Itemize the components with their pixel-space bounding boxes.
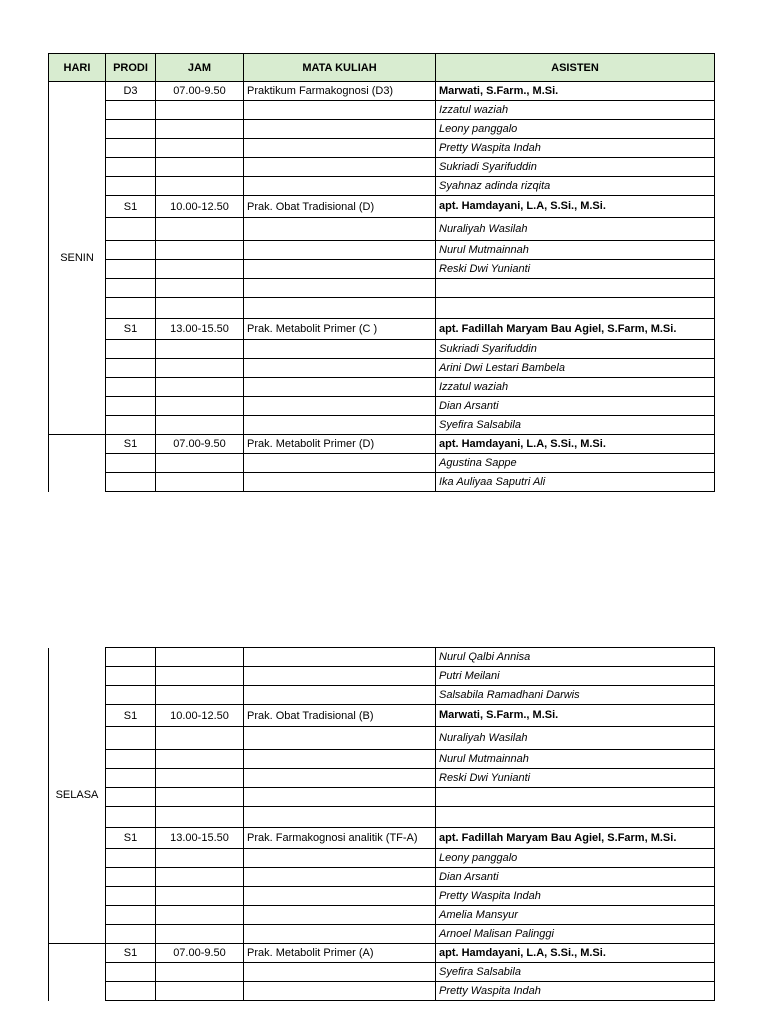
asisten-cell: Nurul Mutmainnah <box>436 241 715 260</box>
prodi-cell: S1 <box>106 435 156 454</box>
table-row <box>49 705 715 727</box>
header-prodi: PRODI <box>106 54 156 82</box>
jam-cell: 07.00-9.50 <box>156 435 244 454</box>
day-cell-selasa: SELASA <box>49 648 106 944</box>
lead-asisten-cell: Marwati, S.Farm., M.Si. <box>436 705 715 727</box>
table-row <box>49 849 715 868</box>
table-row <box>49 828 715 849</box>
asisten-cell: Dian Arsanti <box>436 868 715 887</box>
asisten-cell: Agustina Sappe <box>436 454 715 473</box>
table-row <box>49 359 715 378</box>
prodi-cell: S1 <box>106 319 156 340</box>
asisten-cell: Amelia Mansyur <box>436 906 715 925</box>
mata-kuliah-cell: Prak. Obat Tradisional (B) <box>244 705 436 727</box>
day-cell-senin: SENIN <box>49 82 106 435</box>
table-row <box>49 218 715 241</box>
table-row <box>49 906 715 925</box>
asisten-cell: Ika Auliyaa Saputri Ali <box>436 473 715 492</box>
lead-asisten-cell: apt. Hamdayani, L.A, S.Si., M.Si. <box>436 944 715 963</box>
table-row <box>49 177 715 196</box>
table-row <box>49 788 715 807</box>
table-row <box>49 101 715 120</box>
table-row <box>49 319 715 340</box>
asisten-cell: Pretty Waspita Indah <box>436 982 715 1001</box>
asisten-cell: Sukriadi Syarifuddin <box>436 340 715 359</box>
table-row <box>49 982 715 1001</box>
table-row <box>49 769 715 788</box>
asisten-cell: Pretty Waspita Indah <box>436 139 715 158</box>
table-row <box>49 82 715 101</box>
lead-asisten-cell: apt. Hamdayani, L.A, S.Si., M.Si. <box>436 196 715 218</box>
lead-asisten-cell: apt. Fadillah Maryam Bau Agiel, S.Farm, M.Si. <box>436 319 715 340</box>
table-row <box>49 667 715 686</box>
prodi-cell: S1 <box>106 705 156 727</box>
table-row <box>49 120 715 139</box>
header-row <box>49 54 715 82</box>
mata-kuliah-cell: Prak. Metabolit Primer (D) <box>244 435 436 454</box>
table-row <box>49 378 715 397</box>
asisten-cell: Sukriadi Syarifuddin <box>436 158 715 177</box>
mata-kuliah-cell: Praktikum Farmakognosi (D3) <box>244 82 436 101</box>
asisten-cell: Pretty Waspita Indah <box>436 887 715 906</box>
table-row <box>49 944 715 963</box>
table-row <box>49 750 715 769</box>
asisten-cell: Syahnaz adinda rizqita <box>436 177 715 196</box>
asisten-cell: Leony panggalo <box>436 849 715 868</box>
asisten-cell: Izzatul waziah <box>436 101 715 120</box>
lead-asisten-cell: apt. Fadillah Maryam Bau Agiel, S.Farm, M.Si. <box>436 828 715 849</box>
jam-cell: 10.00-12.50 <box>156 196 244 218</box>
jam-cell: 07.00-9.50 <box>156 82 244 101</box>
prodi-cell: S1 <box>106 196 156 218</box>
lead-asisten-cell: Marwati, S.Farm., M.Si. <box>436 82 715 101</box>
asisten-cell: Salsabila Ramadhani Darwis <box>436 686 715 705</box>
table-row <box>49 139 715 158</box>
mata-kuliah-cell: Prak. Farmakognosi analitik (TF-A) <box>244 828 436 849</box>
header-asisten: ASISTEN <box>436 54 715 82</box>
table-row <box>49 340 715 359</box>
prodi-cell: S1 <box>106 828 156 849</box>
asisten-cell: Syefira Salsabila <box>436 963 715 982</box>
table-row <box>49 279 715 298</box>
header-hari: HARI <box>49 54 106 82</box>
header-jam: JAM <box>156 54 244 82</box>
table-row <box>49 416 715 435</box>
table-row <box>49 887 715 906</box>
asisten-cell: Arini Dwi Lestari Bambela <box>436 359 715 378</box>
jam-cell: 07.00-9.50 <box>156 944 244 963</box>
table-row <box>49 298 715 319</box>
asisten-cell: Reski Dwi Yunianti <box>436 769 715 788</box>
asisten-cell: Nurul Qalbi Annisa <box>436 648 715 667</box>
prodi-cell: D3 <box>106 82 156 101</box>
prodi-cell: S1 <box>106 944 156 963</box>
table-row <box>49 807 715 828</box>
table-row <box>49 260 715 279</box>
table-row <box>49 727 715 750</box>
table-row <box>49 397 715 416</box>
asisten-cell: Leony panggalo <box>436 120 715 139</box>
table-row <box>49 241 715 260</box>
asisten-cell: Nuraliyah Wasilah <box>436 218 715 241</box>
table-row <box>49 963 715 982</box>
header-mata-kuliah: MATA KULIAH <box>244 54 436 82</box>
asisten-cell: Syefira Salsabila <box>436 416 715 435</box>
jam-cell: 10.00-12.50 <box>156 705 244 727</box>
table-row <box>49 925 715 944</box>
mata-kuliah-cell: Prak. Metabolit Primer (A) <box>244 944 436 963</box>
table-row <box>49 454 715 473</box>
asisten-cell: Izzatul waziah <box>436 378 715 397</box>
table-row <box>49 435 715 454</box>
asisten-cell: Reski Dwi Yunianti <box>436 260 715 279</box>
asisten-cell: Nurul Mutmainnah <box>436 750 715 769</box>
jam-cell: 13.00-15.50 <box>156 828 244 849</box>
table-row <box>49 686 715 705</box>
mata-kuliah-cell: Prak. Obat Tradisional (D) <box>244 196 436 218</box>
lead-asisten-cell: apt. Hamdayani, L.A, S.Si., M.Si. <box>436 435 715 454</box>
asisten-cell: Nuraliyah Wasilah <box>436 727 715 750</box>
jam-cell: 13.00-15.50 <box>156 319 244 340</box>
table-row <box>49 648 715 667</box>
asisten-cell: Putri Meilani <box>436 667 715 686</box>
mata-kuliah-cell: Prak. Metabolit Primer (C ) <box>244 319 436 340</box>
asisten-cell: Dian Arsanti <box>436 397 715 416</box>
table-row <box>49 868 715 887</box>
day-cell-continued <box>49 944 106 1001</box>
day-cell-continued <box>49 435 106 492</box>
table-row <box>49 158 715 177</box>
table-row <box>49 473 715 492</box>
table-row <box>49 196 715 218</box>
asisten-cell: Arnoel Malisan Palinggi <box>436 925 715 944</box>
schedule-table-page-1 <box>48 53 715 492</box>
schedule-table-page-2 <box>48 647 715 1001</box>
